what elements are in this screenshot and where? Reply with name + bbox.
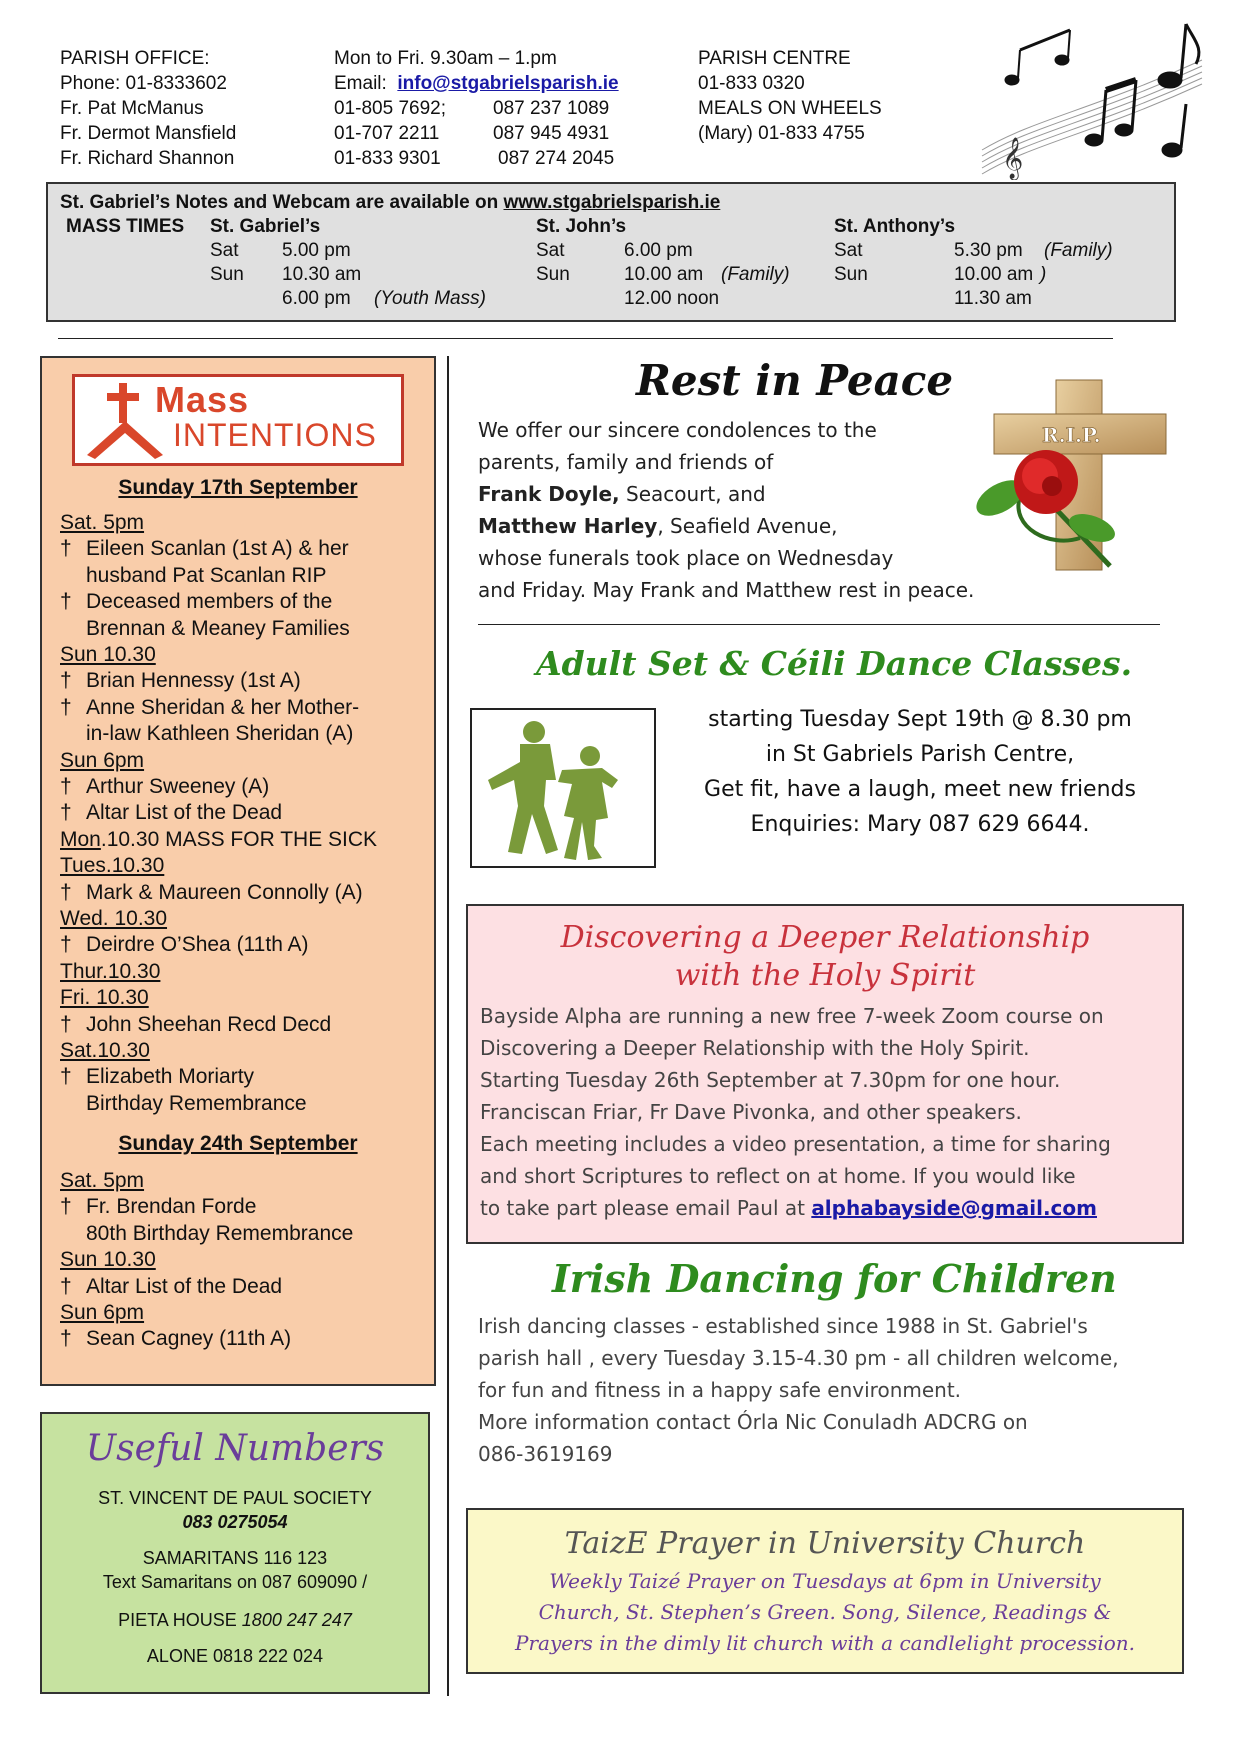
cross-icon: † (60, 880, 72, 904)
dance-line: in St Gabriels Parish Centre, (765, 742, 1075, 767)
mass-note: (Family) (1044, 240, 1113, 261)
meals-label: MEALS ON WHEELS (698, 98, 882, 119)
rip-line: parents, family and friends of (478, 450, 774, 474)
intention-time: Sun 6pm (60, 748, 145, 772)
taize-line: Prayers in the dimly lit church with a candlelight procession. (515, 1631, 1135, 1655)
dance-line: Get fit, have a laugh, meet new friends (704, 777, 1136, 802)
cross-icon: † (60, 1012, 72, 1036)
samaritans-text: Text Samaritans on 087 609090 / (102, 1572, 368, 1592)
intention-time: Mon.10.30 MASS FOR THE SICK (60, 827, 378, 851)
mass-time: 11.30 am (954, 288, 1032, 309)
mass-day: Sat (536, 240, 565, 261)
intention-entry: † Arthur Sweeney (A) (60, 775, 270, 798)
svdp-label: ST. VINCENT DE PAUL SOCIETY (98, 1488, 372, 1508)
parish-office-label: PARISH OFFICE: (60, 48, 210, 69)
taize-line: Church, St. Stephen’s Green. Song, Silence, Readings & (538, 1600, 1112, 1624)
intention-entry: † Anne Sheridan & her Mother- (60, 695, 360, 719)
priest-phone: 01-805 7692; (334, 98, 446, 119)
email-label: Email: (334, 73, 387, 94)
pieta-label: PIETA HOUSE (118, 1610, 242, 1630)
useful-numbers-box (40, 1412, 430, 1694)
mobile-phones-block (493, 96, 614, 171)
irish-line: parish hall , every Tuesday 3.15-4.30 pm - all children welcome, (478, 1346, 1119, 1370)
intention-time: Wed. 10.30 (60, 907, 168, 930)
mass-time: 10.00 am (954, 264, 1034, 285)
intention-time: Sun 6pm (60, 1301, 145, 1324)
webcam-notice-text: St. Gabriel’s Notes and Webcam are available on (60, 192, 504, 213)
rip-cross-rose-icon (960, 378, 1170, 574)
intention-entry: † John Sheehan Recd Decd (60, 1012, 332, 1036)
church-name: St. Gabriel’s (210, 216, 321, 237)
intention-entry: † Deceased members of the (60, 590, 333, 614)
rip-line: Matthew Harley, Seafield Avenue, (478, 514, 838, 538)
holy-spirit-line: Franciscan Friar, Fr Dave Pivonka, and other speakers. (480, 1100, 1022, 1124)
mass-time: 5.00 pm (282, 240, 351, 261)
intention-entry: † Altar List of the Dead (60, 1274, 283, 1298)
intention-entry: † Deirdre O’Shea (11th A) (60, 933, 309, 957)
intention-time: Tues.10.30 (60, 854, 165, 878)
week-heading: Sunday 17th September (118, 476, 358, 499)
mass-times-box (46, 182, 1176, 322)
holy-spirit-title-1: Discovering a Deeper Relationship (560, 920, 1090, 955)
logo-text-top: Mass (155, 379, 250, 420)
dance-image (470, 708, 656, 868)
intention-entry: † Brian Hennessy (1st A) (60, 669, 301, 693)
holy-spirit-line: to take part please email Paul at alphabayside@gmail.com (480, 1196, 1097, 1220)
holy-spirit-line: and short Scriptures to reflect on at home. If you would like (480, 1164, 1076, 1188)
taize-line: Weekly Taizé Prayer on Tuesdays at 6pm in University (549, 1569, 1101, 1593)
priest-name: Fr. Pat McManus (60, 98, 204, 119)
mass-day: Sun (210, 264, 244, 285)
taize-text (468, 1566, 1182, 1659)
alpha-email-link[interactable]: alphabayside@gmail.com (811, 1196, 1097, 1220)
office-hours: Mon to Fri. 9.30am – 1.pm (334, 48, 557, 69)
cross-icon: † (60, 1065, 72, 1089)
website-link[interactable]: www.stgabrielsparish.ie (503, 192, 721, 213)
parish-office-block (60, 46, 236, 171)
parish-centre-phone: 01-833 0320 (698, 73, 805, 94)
priest-name: Fr. Richard Shannon (60, 148, 235, 169)
irish-dancing-text (478, 1310, 1119, 1470)
church-name: St. John’s (536, 216, 627, 237)
cross-icon: † (60, 590, 72, 614)
holy-spirit-line: Starting Tuesday 26th September at 7.30pm for one hour. (480, 1068, 1061, 1092)
taize-box (466, 1508, 1184, 1674)
svdp-phone: 083 0275054 (182, 1512, 288, 1532)
rip-line: We offer our sincere condolences to the (478, 418, 877, 442)
cross-icon: † (60, 775, 72, 798)
priest-phone: 01-707 2211 (334, 123, 440, 144)
svg-text:𝄞: 𝄞 (1002, 138, 1024, 179)
mass-note: (Family) (721, 264, 790, 285)
rip-cross-text: R.I.P. (1042, 423, 1101, 447)
cross-icon: † (60, 1195, 72, 1219)
mass-time: 10.00 am (624, 264, 704, 285)
priest-name: Fr. Dermot Mansfield (60, 123, 237, 144)
priest-phone: 01-833 9301 (334, 148, 441, 169)
week-heading: Sunday 24th September (118, 1132, 358, 1155)
mass-note: (Youth Mass) (374, 288, 486, 309)
holy-spirit-line: Bayside Alpha are running a new free 7-week Zoom course on (480, 1004, 1104, 1028)
email-row (334, 71, 619, 96)
rip-line: and Friday. May Frank and Matthew rest in peace. (478, 578, 975, 602)
deceased-name: Matthew Harley (478, 514, 658, 538)
mass-time: 6.00 pm (624, 240, 693, 261)
mass-day: Sat (834, 240, 863, 261)
intention-time: Thur.10.30 (60, 959, 161, 983)
music-notes-icon (972, 20, 1212, 180)
mass-day: Sun (536, 264, 570, 285)
divider (58, 338, 1113, 339)
parish-office-phone: Phone: 01-8333602 (60, 73, 227, 94)
church-name: St. Anthony’s (834, 216, 956, 237)
mass-intentions-logo (72, 374, 404, 466)
intention-entry: † Eileen Scanlan (1st A) & her (60, 537, 349, 561)
rip-title: Rest in Peace (636, 356, 954, 405)
intention-time: Sat. 5pm (60, 511, 145, 534)
irish-line: 086-3619169 (478, 1442, 613, 1466)
intention-entry: † Elizabeth Moriarty (60, 1065, 255, 1089)
cross-icon: † (60, 801, 72, 825)
holy-spirit-text (480, 1000, 1111, 1224)
mass-note: ) (1040, 264, 1047, 285)
mass-time: 10.30 am (282, 264, 362, 285)
intention-entry: in-law Kathleen Sheridan (A) (86, 722, 354, 746)
cross-icon: † (60, 1274, 72, 1298)
pieta-row (42, 1610, 428, 1631)
intention-entry: Birthday Remembrance (86, 1091, 307, 1115)
holy-spirit-title-2: with the Holy Spirit (674, 958, 976, 993)
irish-line: for fun and fitness in a happy safe environment. (478, 1378, 962, 1402)
intention-entry: husband Pat Scanlan RIP (86, 563, 327, 587)
parish-centre-block (698, 46, 882, 146)
intention-time: Sun 10.30 (60, 643, 156, 666)
mass-time: 6.00 pm (282, 288, 351, 309)
cross-icon: † (60, 669, 72, 693)
intention-time: Sat.10.30 (60, 1039, 150, 1062)
priest-mobile: 087 945 4931 (493, 123, 610, 144)
alone-label: ALONE 0818 222 024 (146, 1646, 324, 1666)
parish-email-link[interactable]: info@stgabrielsparish.ie (397, 73, 619, 94)
meals-phone: (Mary) 01-833 4755 (698, 123, 865, 144)
dance-line: Enquiries: Mary 087 629 6644. (750, 812, 1090, 837)
intention-entry: † Mark & Maureen Connolly (A) (60, 880, 363, 904)
cross-icon: † (60, 695, 72, 719)
intention-entry: † Sean Cagney (11th A) (60, 1327, 292, 1351)
parish-centre-label: PARISH CENTRE (698, 48, 851, 69)
intention-time: Sat. 5pm (60, 1169, 145, 1192)
logo-text-bottom: INTENTIONS (173, 417, 377, 453)
intention-entry: 80th Birthday Remembrance (86, 1221, 354, 1245)
pieta-phone: 1800 247 247 (241, 1610, 352, 1630)
priest-mobile: 087 237 1089 (493, 98, 610, 119)
mass-day: Sat (210, 240, 239, 261)
dance-text (672, 702, 1168, 842)
intention-entry: † Fr. Brendan Forde (60, 1195, 257, 1219)
taize-title: TaizE Prayer in University Church (564, 1526, 1086, 1561)
deceased-name: Frank Doyle, (478, 482, 620, 506)
cross-icon: † (60, 537, 72, 561)
divider (478, 624, 1160, 625)
cross-icon: † (60, 1327, 72, 1351)
irish-dancing-title: Irish Dancing for Children (552, 1256, 1117, 1301)
irish-line: Irish dancing classes - established since 1988 in St. Gabriel's (478, 1314, 1088, 1338)
rip-text (478, 414, 974, 606)
priest-mobile: 087 274 2045 (498, 148, 615, 169)
webcam-notice (60, 192, 720, 214)
holy-spirit-line: Each meeting includes a video presentation, a time for sharing (480, 1132, 1111, 1156)
intention-entry: Brennan & Meaney Families (86, 616, 350, 640)
intention-entry: † Altar List of the Dead (60, 801, 283, 825)
cross-icon: † (60, 933, 72, 957)
intention-time: Fri. 10.30 (60, 986, 149, 1010)
mass-time: 5.30 pm (954, 240, 1023, 261)
holy-spirit-box (466, 904, 1184, 1244)
dance-line: starting Tuesday Sept 19th @ 8.30 pm (708, 707, 1132, 732)
rip-line: Frank Doyle, Seacourt, and (478, 482, 766, 506)
dancers-icon (472, 710, 654, 866)
intention-time: Sun 10.30 (60, 1248, 156, 1272)
mass-day: Sun (834, 264, 868, 285)
holy-spirit-line: Discovering a Deeper Relationship with the Holy Spirit. (480, 1036, 1030, 1060)
samaritans-label: SAMARITANS 116 123 (142, 1548, 328, 1568)
dance-title: Adult Set & Céili Dance Classes. (536, 644, 1133, 683)
useful-numbers-title: Useful Numbers (85, 1428, 385, 1469)
mass-time: 12.00 noon (624, 288, 720, 309)
rip-line: whose funerals took place on Wednesday (478, 546, 894, 570)
irish-line: More information contact Órla Nic Conuladh ADCRG on (478, 1410, 1028, 1434)
column-divider (447, 356, 449, 1696)
mass-times-label: MASS TIMES (66, 216, 185, 237)
